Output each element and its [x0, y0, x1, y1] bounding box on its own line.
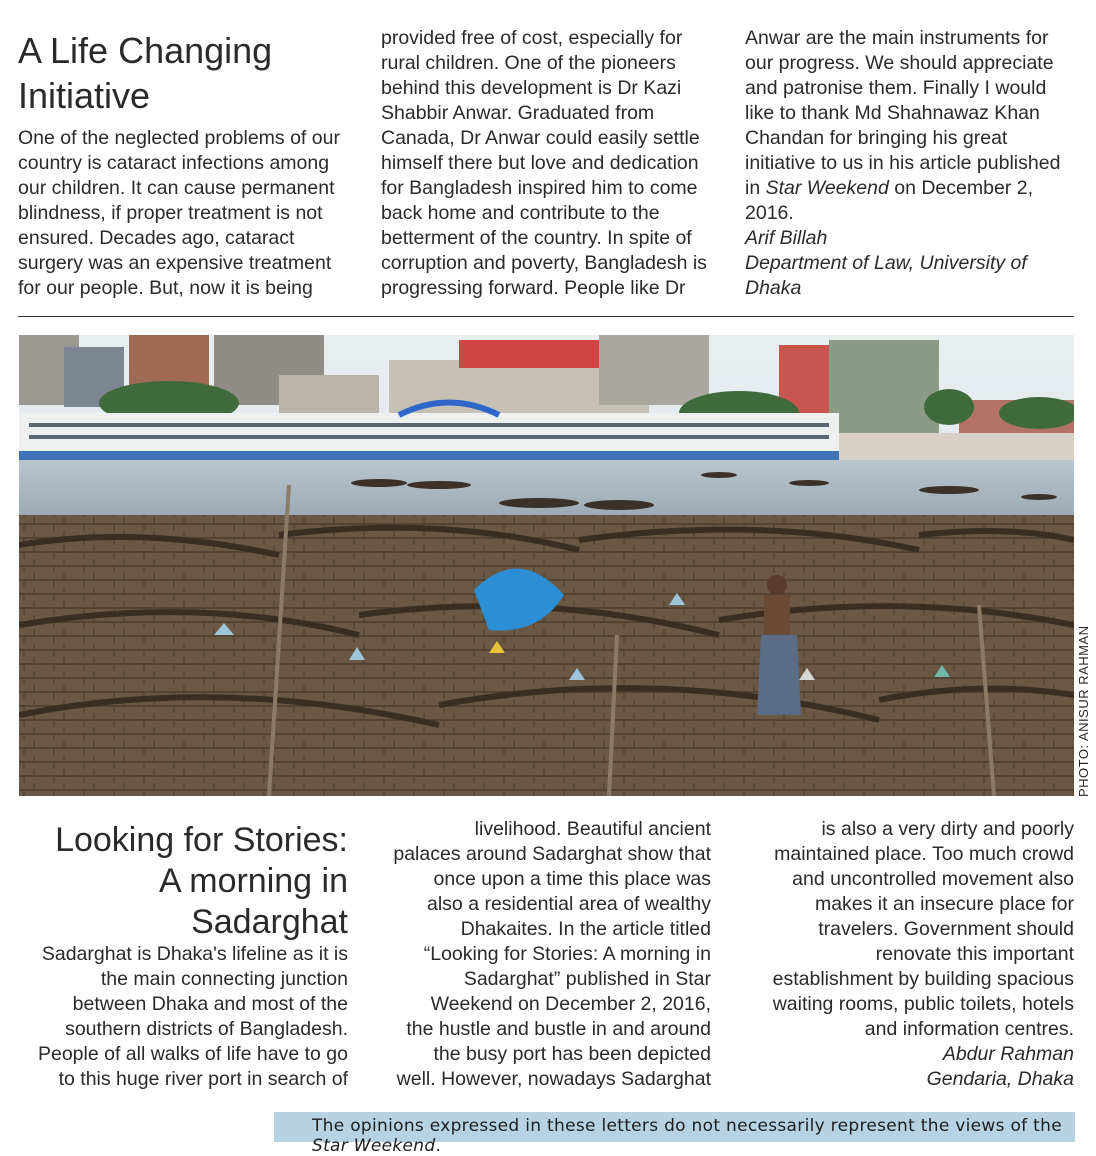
- text-line: well. However, nowadays Sadarghat: [396, 1068, 711, 1090]
- text-line: blindness, if proper treatment is not: [18, 202, 323, 224]
- letter2-col3: [729, 817, 1074, 1092]
- text-line: between Dhaka and most of the: [72, 993, 348, 1015]
- letter1-affiliation-line2: Dhaka: [745, 277, 802, 299]
- text-line: to this huge river port in search of: [58, 1068, 348, 1090]
- letter2-title-line2: A morning in: [159, 862, 348, 900]
- text-line: waiting rooms, public toilets, hotels: [772, 993, 1074, 1015]
- text-line: and patronise them. Finally I would: [745, 77, 1047, 99]
- letter2-author: Abdur Rahman: [942, 1043, 1074, 1065]
- letter2-title: [8, 820, 348, 943]
- text-line: progressing forward. People like Dr: [381, 277, 686, 299]
- text-line: Sadarghat” published in Star: [463, 968, 711, 990]
- text-line: renovate this important: [875, 943, 1074, 965]
- letter1-title: [18, 28, 272, 118]
- text-line: palaces around Sadarghat show that: [393, 843, 711, 865]
- text-line: southern districts of Bangladesh.: [65, 1018, 348, 1040]
- letter2-title-line3: Sadarghat: [191, 903, 348, 941]
- text-line: and information centres.: [864, 1018, 1074, 1040]
- text-line: country is cataract infections among: [18, 152, 330, 174]
- text-line: the busy port has been depicted: [433, 1043, 711, 1065]
- text-line: Chandan for bringing his great: [745, 127, 1008, 149]
- text-line: our children. It can cause permanent: [18, 177, 335, 199]
- text-line: for our people. But, now it is being: [18, 277, 313, 299]
- letter1-col1: [18, 126, 363, 301]
- text-line: “Looking for Stories: A morning in: [423, 943, 711, 965]
- text-line: One of the neglected problems of our: [18, 127, 340, 149]
- text-line: the main connecting junction: [100, 968, 348, 990]
- text-line: establishment by building spacious: [772, 968, 1074, 990]
- disclaimer-text: [312, 1116, 1075, 1156]
- text-line: ensured. Decades ago, cataract: [18, 227, 295, 249]
- photo-illustration: [19, 335, 1074, 796]
- text-line: initiative to us in his article published: [745, 152, 1061, 174]
- letter2-col2: [366, 817, 711, 1092]
- text-line: Sadarghat is Dhaka's lifeline as it is: [41, 943, 348, 965]
- text-line: rural children. One of the pioneers: [381, 52, 676, 74]
- text-line: and uncontrolled movement also: [792, 868, 1074, 890]
- disclaimer-publication: Star Weekend: [312, 1136, 436, 1156]
- text-line: Anwar are the main instruments for: [745, 27, 1049, 49]
- text-line: surgery was an expensive treatment: [18, 252, 332, 274]
- text-line: maintained place. Too much crowd: [774, 843, 1074, 865]
- text-line: like to thank Md Shahnawaz Khan: [745, 102, 1040, 124]
- text-line: our progress. We should appreciate: [745, 52, 1054, 74]
- text-line: himself there but love and dedication: [381, 152, 699, 174]
- text-line: livelihood. Beautiful ancient: [474, 818, 711, 840]
- text-line: corruption and poverty, Bangladesh is: [381, 252, 707, 274]
- sadarghat-photo: [19, 335, 1074, 796]
- section-divider: [18, 316, 1074, 317]
- letter1-affiliation: Department of Law, University of: [745, 252, 1027, 274]
- text-line: [745, 176, 1090, 201]
- disclaimer-main: The opinions expressed in these letters do not necessarily represent the views of the: [312, 1116, 1062, 1136]
- text-line: Canada, Dr Anwar could easily settle: [381, 127, 700, 149]
- text-line: provided free of cost, especially for: [381, 27, 683, 49]
- text-line: makes it an insecure place for: [814, 893, 1074, 915]
- letter1-title-line1: A Life Changing: [18, 30, 273, 71]
- text-line: back home and contribute to the: [381, 202, 660, 224]
- letter2-col1: [18, 942, 348, 1092]
- text-line: for Bangladesh inspired him to come: [381, 177, 698, 199]
- letter2-location: Gendaria, Dhaka: [926, 1068, 1074, 1090]
- text-line: Shabbir Anwar. Graduated from: [381, 102, 655, 124]
- text-line: betterment of the country. In spite of: [381, 227, 692, 249]
- letter1-col3: [745, 26, 1090, 301]
- text-line: once upon a time this place was: [433, 868, 711, 890]
- text-fragment: on December 2,: [888, 177, 1033, 199]
- disclaimer-end: .: [435, 1136, 442, 1156]
- letter1-title-line2: Initiative: [18, 75, 151, 116]
- text-line: People of all walks of life have to go: [37, 1043, 348, 1065]
- text-line: 2016.: [745, 202, 794, 224]
- letter1-col2: [381, 26, 726, 301]
- text-line: also a residential area of wealthy: [427, 893, 711, 915]
- disclaimer-bar: [274, 1112, 1075, 1156]
- letter1-author: Arif Billah: [745, 227, 828, 249]
- text-line: is also a very dirty and poorly: [821, 818, 1074, 840]
- text-line: Weekend on December 2, 2016,: [430, 993, 711, 1015]
- publication-name: Star Weekend: [765, 177, 889, 199]
- letter2-title-line1: Looking for Stories:: [55, 821, 348, 859]
- text-line: Dhakaites. In the article titled: [460, 918, 711, 940]
- text-line: travelers. Government should: [818, 918, 1074, 940]
- photo-credit: PHOTO: ANISUR RAHMAN: [1076, 625, 1091, 797]
- text-fragment: in: [745, 177, 766, 199]
- wooden-boats: [19, 515, 1074, 796]
- text-line: behind this development is Dr Kazi: [381, 77, 682, 99]
- text-line: the hustle and bustle in and around: [406, 1018, 711, 1040]
